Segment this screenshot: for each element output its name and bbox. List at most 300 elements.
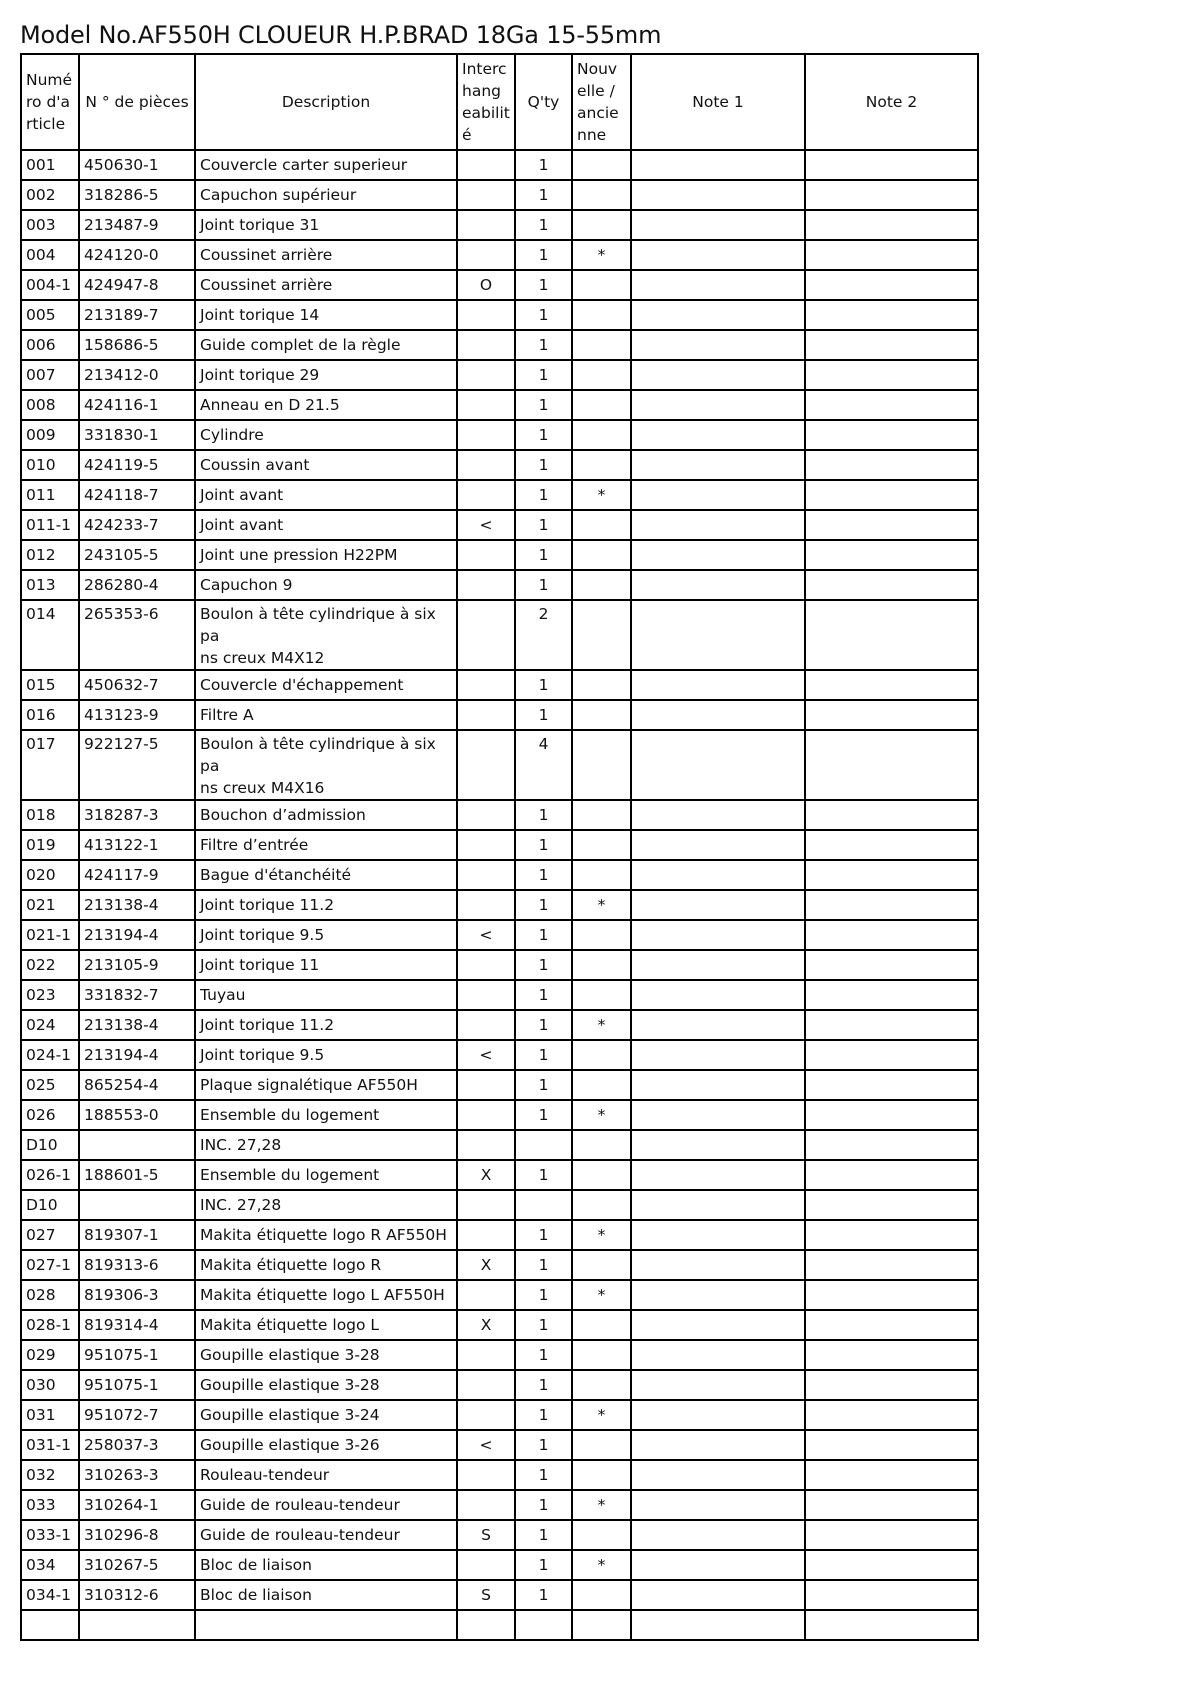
note-1-cell (631, 300, 805, 330)
table-row (21, 1070, 978, 1100)
note-1-cell (631, 330, 805, 360)
part-number-cell: 310267-5 (79, 1550, 195, 1580)
interchangeability-cell (457, 450, 515, 480)
description-cell: Joint torique 29 (195, 360, 457, 390)
part-number-cell (79, 1610, 195, 1640)
new-old-cell (572, 510, 631, 540)
quantity-cell: 1 (515, 360, 572, 390)
description-cell: Joint torique 9.5 (195, 1040, 457, 1070)
new-old-cell (572, 920, 631, 950)
table-row (21, 1490, 978, 1520)
item-number-cell: 024 (21, 1010, 79, 1040)
interchangeability-cell (457, 210, 515, 240)
table-row (21, 730, 978, 800)
header-note-1: Note 1 (631, 54, 805, 150)
interchangeability-cell (457, 420, 515, 450)
new-old-cell (572, 1520, 631, 1550)
quantity-cell: 1 (515, 1400, 572, 1430)
new-old-cell (572, 800, 631, 830)
description-cell: Plaque signalétique AF550H (195, 1070, 457, 1100)
item-number-cell: 007 (21, 360, 79, 390)
quantity-cell: 1 (515, 670, 572, 700)
item-number-cell: 026-1 (21, 1160, 79, 1190)
quantity-cell: 1 (515, 300, 572, 330)
item-number-cell: 034 (21, 1550, 79, 1580)
quantity-cell: 1 (515, 1070, 572, 1100)
note-1-cell (631, 1520, 805, 1550)
note-2-cell (805, 150, 978, 180)
quantity-cell (515, 1130, 572, 1160)
note-1-cell (631, 700, 805, 730)
note-2-cell (805, 1520, 978, 1550)
new-old-cell (572, 450, 631, 480)
description-cell: Guide de rouleau-tendeur (195, 1520, 457, 1550)
note-1-cell (631, 1190, 805, 1220)
description-cell: INC. 27,28 (195, 1190, 457, 1220)
item-number-cell: 020 (21, 860, 79, 890)
description-cell: Cylindre (195, 420, 457, 450)
item-number-cell: 034-1 (21, 1580, 79, 1610)
part-number-cell: 424116-1 (79, 390, 195, 420)
table-row (21, 1040, 978, 1070)
quantity-cell: 1 (515, 330, 572, 360)
quantity-cell: 1 (515, 700, 572, 730)
table-row (21, 890, 978, 920)
table-row (21, 1430, 978, 1460)
description-cell: Joint torique 11.2 (195, 1010, 457, 1040)
interchangeability-cell (457, 390, 515, 420)
note-1-cell (631, 150, 805, 180)
interchangeability-cell: < (457, 510, 515, 540)
description-cell: Joint torique 11.2 (195, 890, 457, 920)
note-2-cell (805, 390, 978, 420)
part-number-cell: 213487-9 (79, 210, 195, 240)
new-old-cell (572, 1190, 631, 1220)
interchangeability-cell (457, 330, 515, 360)
description-cell: Joint une pression H22PM (195, 540, 457, 570)
quantity-cell: 4 (515, 730, 572, 800)
quantity-cell: 1 (515, 800, 572, 830)
note-2-cell (805, 1430, 978, 1460)
item-number-cell: 022 (21, 950, 79, 980)
interchangeability-cell (457, 1370, 515, 1400)
note-1-cell (631, 180, 805, 210)
description-cell: Goupille elastique 3-28 (195, 1340, 457, 1370)
header-interchangeability: Interc hang eabilit é (457, 54, 515, 150)
table-row (21, 1370, 978, 1400)
note-1-cell (631, 480, 805, 510)
table-row (21, 1340, 978, 1370)
interchangeability-cell (457, 800, 515, 830)
item-number-cell: 012 (21, 540, 79, 570)
interchangeability-cell (457, 950, 515, 980)
table-row (21, 1460, 978, 1490)
part-number-cell: 424119-5 (79, 450, 195, 480)
description-cell: Joint avant (195, 480, 457, 510)
note-2-cell (805, 600, 978, 670)
part-number-cell: 188601-5 (79, 1160, 195, 1190)
part-number-cell: 819313-6 (79, 1250, 195, 1280)
description-cell: Goupille elastique 3-26 (195, 1430, 457, 1460)
header-part-number: N ° de pièces (79, 54, 195, 150)
interchangeability-cell (457, 540, 515, 570)
interchangeability-cell: X (457, 1250, 515, 1280)
note-2-cell (805, 1610, 978, 1640)
description-cell: Bloc de liaison (195, 1550, 457, 1580)
note-1-cell (631, 1430, 805, 1460)
interchangeability-cell (457, 1220, 515, 1250)
interchangeability-cell (457, 600, 515, 670)
new-old-cell (572, 700, 631, 730)
interchangeability-cell (457, 360, 515, 390)
note-1-cell (631, 240, 805, 270)
interchangeability-cell (457, 1460, 515, 1490)
note-2-cell (805, 510, 978, 540)
item-number-cell: 002 (21, 180, 79, 210)
item-number-cell: 025 (21, 1070, 79, 1100)
part-number-cell (79, 1130, 195, 1160)
item-number-cell: 024-1 (21, 1040, 79, 1070)
part-number-cell: 413123-9 (79, 700, 195, 730)
description-cell: Rouleau-tendeur (195, 1460, 457, 1490)
quantity-cell: 1 (515, 240, 572, 270)
new-old-cell (572, 1610, 631, 1640)
description-cell: Guide de rouleau-tendeur (195, 1490, 457, 1520)
quantity-cell: 1 (515, 1010, 572, 1040)
interchangeability-cell (457, 1070, 515, 1100)
table-row (21, 360, 978, 390)
note-2-cell (805, 1250, 978, 1280)
part-number-cell: 188553-0 (79, 1100, 195, 1130)
note-2-cell (805, 950, 978, 980)
part-number-cell: 310312-6 (79, 1580, 195, 1610)
table-row (21, 570, 978, 600)
description-cell: Filtre d’entrée (195, 830, 457, 860)
part-number-cell: 286280-4 (79, 570, 195, 600)
note-2-cell (805, 670, 978, 700)
interchangeability-cell (457, 1340, 515, 1370)
note-2-cell (805, 980, 978, 1010)
part-number-cell: 213105-9 (79, 950, 195, 980)
part-number-cell: 951075-1 (79, 1340, 195, 1370)
note-1-cell (631, 890, 805, 920)
note-2-cell (805, 1220, 978, 1250)
item-number-cell: 027-1 (21, 1250, 79, 1280)
interchangeability-cell (457, 1010, 515, 1040)
table-row (21, 330, 978, 360)
interchangeability-cell (457, 570, 515, 600)
note-2-cell (805, 860, 978, 890)
note-1-cell (631, 570, 805, 600)
header-quantity: Q'ty (515, 54, 572, 150)
part-number-cell: 213412-0 (79, 360, 195, 390)
part-number-cell: 819307-1 (79, 1220, 195, 1250)
new-old-cell (572, 300, 631, 330)
quantity-cell (515, 1190, 572, 1220)
interchangeability-cell (457, 1190, 515, 1220)
note-2-cell (805, 360, 978, 390)
description-cell: Capuchon supérieur (195, 180, 457, 210)
note-1-cell (631, 730, 805, 800)
description-cell: Couvercle carter superieur (195, 150, 457, 180)
note-2-cell (805, 1280, 978, 1310)
note-1-cell (631, 1490, 805, 1520)
quantity-cell: 1 (515, 1430, 572, 1460)
note-1-cell (631, 540, 805, 570)
table-row (21, 480, 978, 510)
item-number-cell: 009 (21, 420, 79, 450)
new-old-cell: * (572, 1550, 631, 1580)
description-cell: Coussinet arrière (195, 240, 457, 270)
description-cell: Makita étiquette logo R AF550H (195, 1220, 457, 1250)
note-1-cell (631, 1280, 805, 1310)
note-1-cell (631, 1400, 805, 1430)
note-2-cell (805, 1040, 978, 1070)
header-row (21, 54, 978, 150)
table-row (21, 1280, 978, 1310)
new-old-cell: * (572, 1400, 631, 1430)
part-number-cell: 819314-4 (79, 1310, 195, 1340)
description-cell (195, 1610, 457, 1640)
note-2-cell (805, 1580, 978, 1610)
new-old-cell (572, 1310, 631, 1340)
note-1-cell (631, 1370, 805, 1400)
quantity-cell (515, 1610, 572, 1640)
quantity-cell: 1 (515, 1580, 572, 1610)
item-number-cell: 008 (21, 390, 79, 420)
interchangeability-cell: < (457, 1430, 515, 1460)
note-1-cell (631, 950, 805, 980)
note-1-cell (631, 450, 805, 480)
description-cell: Tuyau (195, 980, 457, 1010)
table-row (21, 920, 978, 950)
table-row (21, 300, 978, 330)
note-1-cell (631, 1010, 805, 1040)
part-number-cell: 424233-7 (79, 510, 195, 540)
note-1-cell (631, 800, 805, 830)
part-number-cell: 922127-5 (79, 730, 195, 800)
table-row (21, 390, 978, 420)
item-number-cell: 021 (21, 890, 79, 920)
item-number-cell: D10 (21, 1190, 79, 1220)
interchangeability-cell: < (457, 920, 515, 950)
description-cell: Bague d'étanchéité (195, 860, 457, 890)
quantity-cell: 1 (515, 1040, 572, 1070)
table-row (21, 1520, 978, 1550)
quantity-cell: 1 (515, 830, 572, 860)
new-old-cell: * (572, 1280, 631, 1310)
quantity-cell: 1 (515, 860, 572, 890)
item-number-cell: 028-1 (21, 1310, 79, 1340)
note-1-cell (631, 860, 805, 890)
item-number-cell: 029 (21, 1340, 79, 1370)
item-number-cell: 016 (21, 700, 79, 730)
new-old-cell (572, 270, 631, 300)
new-old-cell (572, 330, 631, 360)
quantity-cell: 1 (515, 1220, 572, 1250)
quantity-cell: 1 (515, 980, 572, 1010)
item-number-cell: D10 (21, 1130, 79, 1160)
part-number-cell: 424947-8 (79, 270, 195, 300)
item-number-cell: 031 (21, 1400, 79, 1430)
interchangeability-cell (457, 480, 515, 510)
quantity-cell: 1 (515, 210, 572, 240)
note-1-cell (631, 270, 805, 300)
table-row (21, 240, 978, 270)
table-row (21, 800, 978, 830)
note-1-cell (631, 360, 805, 390)
table-row (21, 1160, 978, 1190)
note-1-cell (631, 1130, 805, 1160)
note-2-cell (805, 1160, 978, 1190)
note-1-cell (631, 1610, 805, 1640)
interchangeability-cell (457, 830, 515, 860)
part-number-cell (79, 1190, 195, 1220)
description-cell: Makita étiquette logo L AF550H (195, 1280, 457, 1310)
quantity-cell: 1 (515, 1160, 572, 1190)
item-number-cell: 031-1 (21, 1430, 79, 1460)
table-row (21, 1250, 978, 1280)
note-2-cell (805, 240, 978, 270)
item-number-cell: 014 (21, 600, 79, 670)
note-2-cell (805, 700, 978, 730)
note-2-cell (805, 1100, 978, 1130)
part-number-cell: 865254-4 (79, 1070, 195, 1100)
table-row (21, 1580, 978, 1610)
quantity-cell: 1 (515, 1250, 572, 1280)
table-row (21, 1310, 978, 1340)
quantity-cell: 1 (515, 1370, 572, 1400)
table-row (21, 670, 978, 700)
table-row (21, 270, 978, 300)
note-2-cell (805, 890, 978, 920)
note-2-cell (805, 210, 978, 240)
description-cell: Ensemble du logement (195, 1100, 457, 1130)
table-row (21, 210, 978, 240)
note-2-cell (805, 180, 978, 210)
quantity-cell: 1 (515, 1550, 572, 1580)
part-number-cell: 450632-7 (79, 670, 195, 700)
item-number-cell: 013 (21, 570, 79, 600)
item-number-cell: 026 (21, 1100, 79, 1130)
note-1-cell (631, 390, 805, 420)
note-1-cell (631, 210, 805, 240)
note-1-cell (631, 510, 805, 540)
item-number-cell: 017 (21, 730, 79, 800)
interchangeability-cell: O (457, 270, 515, 300)
new-old-cell (572, 180, 631, 210)
part-number-cell: 318287-3 (79, 800, 195, 830)
note-2-cell (805, 920, 978, 950)
part-number-cell: 331832-7 (79, 980, 195, 1010)
new-old-cell (572, 600, 631, 670)
item-number-cell: 015 (21, 670, 79, 700)
note-2-cell (805, 1070, 978, 1100)
quantity-cell: 1 (515, 390, 572, 420)
note-1-cell (631, 420, 805, 450)
note-2-cell (805, 1370, 978, 1400)
description-cell: Goupille elastique 3-28 (195, 1370, 457, 1400)
note-1-cell (631, 980, 805, 1010)
interchangeability-cell (457, 1610, 515, 1640)
interchangeability-cell (457, 300, 515, 330)
new-old-cell (572, 540, 631, 570)
description-cell: Makita étiquette logo R (195, 1250, 457, 1280)
header-note-2: Note 2 (805, 54, 978, 150)
note-2-cell (805, 1550, 978, 1580)
interchangeability-cell (457, 1280, 515, 1310)
item-number-cell: 033 (21, 1490, 79, 1520)
note-2-cell (805, 540, 978, 570)
part-number-cell: 413122-1 (79, 830, 195, 860)
item-number-cell: 032 (21, 1460, 79, 1490)
description-cell: Capuchon 9 (195, 570, 457, 600)
table-row (21, 980, 978, 1010)
new-old-cell (572, 830, 631, 860)
part-number-cell: 331830-1 (79, 420, 195, 450)
part-number-cell: 951072-7 (79, 1400, 195, 1430)
interchangeability-cell (457, 1550, 515, 1580)
new-old-cell (572, 420, 631, 450)
note-2-cell (805, 1400, 978, 1430)
note-1-cell (631, 1040, 805, 1070)
new-old-cell (572, 1070, 631, 1100)
table-row (21, 510, 978, 540)
note-1-cell (631, 600, 805, 670)
new-old-cell (572, 360, 631, 390)
note-1-cell (631, 1250, 805, 1280)
part-number-cell: 310264-1 (79, 1490, 195, 1520)
quantity-cell: 1 (515, 1310, 572, 1340)
item-number-cell (21, 1610, 79, 1640)
quantity-cell: 1 (515, 150, 572, 180)
description-cell: Anneau en D 21.5 (195, 390, 457, 420)
note-2-cell (805, 730, 978, 800)
part-number-cell: 265353-6 (79, 600, 195, 670)
table-row (21, 420, 978, 450)
new-old-cell (572, 950, 631, 980)
table-row (21, 1550, 978, 1580)
part-number-cell: 318286-5 (79, 180, 195, 210)
item-number-cell: 011-1 (21, 510, 79, 540)
part-number-cell: 424117-9 (79, 860, 195, 890)
note-1-cell (631, 830, 805, 860)
note-1-cell (631, 1160, 805, 1190)
interchangeability-cell (457, 890, 515, 920)
description-cell: INC. 27,28 (195, 1130, 457, 1160)
quantity-cell: 1 (515, 540, 572, 570)
new-old-cell (572, 1130, 631, 1160)
header-description: Description (195, 54, 457, 150)
quantity-cell: 2 (515, 600, 572, 670)
part-number-cell: 258037-3 (79, 1430, 195, 1460)
quantity-cell: 1 (515, 1340, 572, 1370)
quantity-cell: 1 (515, 570, 572, 600)
item-number-cell: 028 (21, 1280, 79, 1310)
note-2-cell (805, 450, 978, 480)
item-number-cell: 019 (21, 830, 79, 860)
new-old-cell (572, 670, 631, 700)
note-2-cell (805, 1130, 978, 1160)
note-1-cell (631, 1460, 805, 1490)
quantity-cell: 1 (515, 450, 572, 480)
description-cell: Couvercle d'échappement (195, 670, 457, 700)
new-old-cell (572, 570, 631, 600)
item-number-cell: 030 (21, 1370, 79, 1400)
item-number-cell: 023 (21, 980, 79, 1010)
header-item-number: Numé ro d'a rticle (21, 54, 79, 150)
new-old-cell (572, 860, 631, 890)
